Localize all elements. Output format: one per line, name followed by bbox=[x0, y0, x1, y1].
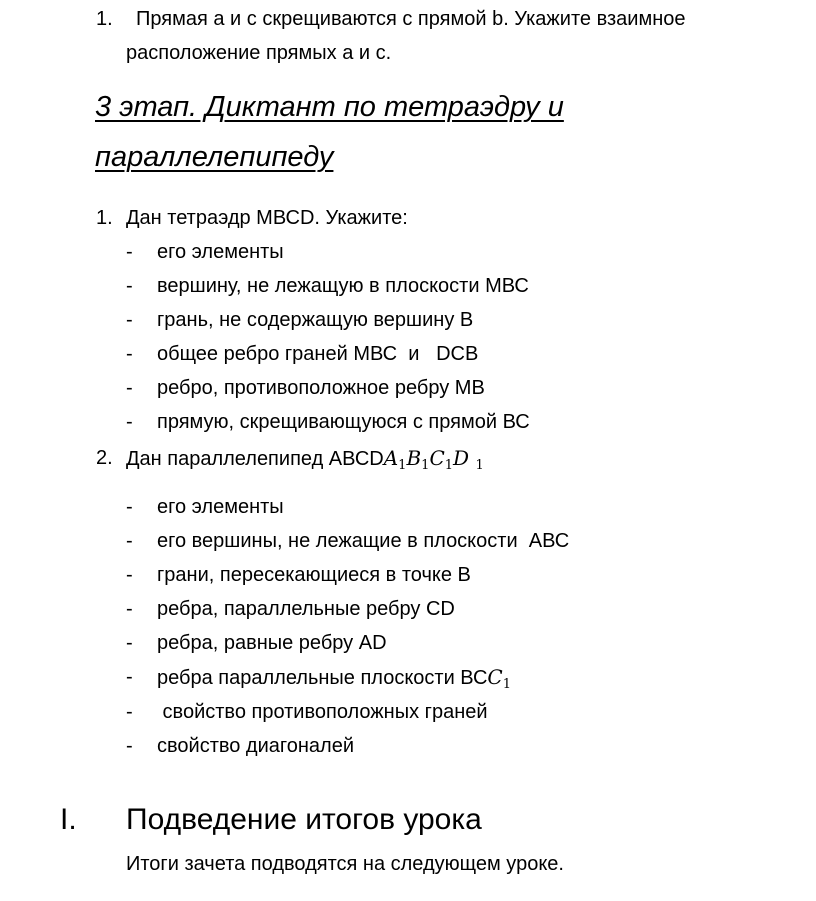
item1-bullet: вершину, не лежащую в плоскости МВС bbox=[157, 275, 529, 297]
section-title: Подведение итогов урока bbox=[126, 803, 482, 836]
item1-text: Дан тетраэдр МВСD. Укажите: bbox=[126, 207, 408, 229]
item2-number: 2. bbox=[96, 447, 113, 469]
section-numeral: I. bbox=[60, 803, 77, 836]
math-letter: C bbox=[487, 665, 503, 689]
item1-bullet: грань, не содержащую вершину В bbox=[157, 309, 474, 331]
item2-bullet: свойство противоположных граней bbox=[157, 701, 488, 723]
math-subscript: 1 bbox=[475, 458, 484, 473]
stage-heading-line1: 3 этап. Диктант по тетраэдру и bbox=[95, 91, 564, 123]
bullet-dash: - bbox=[126, 735, 133, 757]
item2-bullet-plain: ребра параллельные плоскости ВС bbox=[157, 667, 488, 689]
top-item-line2: расположение прямых а и с. bbox=[126, 42, 392, 64]
bullet-dash: - bbox=[126, 632, 133, 654]
math-letter: D bbox=[453, 446, 470, 470]
math-letter: A bbox=[383, 446, 399, 470]
bullet-dash: - bbox=[126, 377, 133, 399]
bullet-dash: - bbox=[126, 701, 133, 723]
bullet-math bbox=[487, 665, 512, 692]
item2-text bbox=[126, 446, 484, 478]
top-item-line1: Прямая а и с скрещиваются с прямой b. Укажите взаимное bbox=[136, 8, 686, 30]
math-subscript: 1 bbox=[444, 458, 454, 473]
bullet-dash: - bbox=[126, 241, 133, 263]
math-subscript: 1 bbox=[398, 458, 407, 473]
item2-bullet: свойство диагоналей bbox=[157, 735, 355, 757]
bullet-dash: - bbox=[126, 530, 133, 552]
math-letter: B bbox=[406, 446, 422, 470]
bullet-dash: - bbox=[126, 309, 133, 331]
item1-bullet: его элементы bbox=[157, 241, 284, 263]
item2-bullet: грани, пересекающиеся в точке В bbox=[157, 564, 471, 586]
bullet-dash: - bbox=[126, 343, 133, 365]
item2-bullet bbox=[157, 665, 511, 697]
math-subscript: 1 bbox=[421, 458, 430, 473]
bullet-dash: - bbox=[126, 564, 133, 586]
item2-bullet: его вершины, не лежащие в плоскости АВС bbox=[157, 530, 570, 552]
bullet-dash: - bbox=[126, 598, 133, 620]
item1-number: 1. bbox=[96, 207, 113, 229]
math-letter: C bbox=[429, 446, 445, 470]
item2-bullet: его элементы bbox=[157, 496, 284, 518]
bullet-dash: - bbox=[126, 496, 133, 518]
item2-bullet: ребра, параллельные ребру СD bbox=[157, 598, 455, 620]
bullet-dash: - bbox=[126, 666, 133, 688]
top-item-number: 1. bbox=[96, 8, 113, 30]
bullet-dash: - bbox=[126, 275, 133, 297]
item2-text-plain: Дан параллелепипед АВСD bbox=[126, 448, 384, 470]
stage-heading-line2: параллелепипеду bbox=[95, 141, 334, 173]
item2-bullet: ребра, равные ребру АD bbox=[157, 632, 387, 654]
item1-bullet: ребро, противоположное ребру МВ bbox=[157, 377, 485, 399]
item2-math bbox=[383, 446, 484, 473]
bullet-dash: - bbox=[126, 411, 133, 433]
item1-bullet: прямую, скрещивающуюся с прямой ВС bbox=[157, 411, 530, 433]
section-text: Итоги зачета подводятся на следующем уроке. bbox=[126, 853, 564, 875]
item1-bullet: общее ребро граней МВС и DСВ bbox=[157, 343, 479, 365]
math-subscript: 1 bbox=[502, 677, 512, 692]
